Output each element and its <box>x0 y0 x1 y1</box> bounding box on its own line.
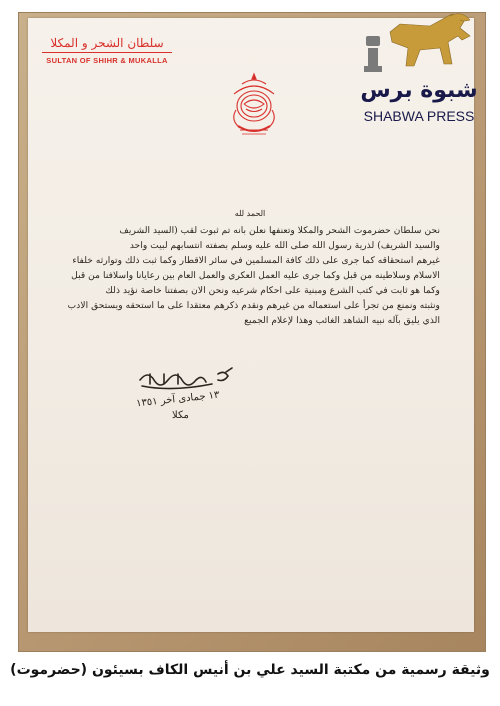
watermark-english: SHABWA PRESS <box>363 108 475 124</box>
shabwa-press-watermark <box>344 8 494 136</box>
letterhead-arabic: سلطان الشحر و المكلا <box>42 36 172 53</box>
letter-line-1: نحن سلطان حضرموت الشحر والمكلا وتعنفها نعلن بانه تم ثبوت لقب (السيد الشريف <box>119 225 440 236</box>
lion-logo-icon <box>360 8 484 78</box>
letter-line-6: ونثبته ونمنع من تجرأ على استعماله من غيرهم ونقدم ذكرهم معتقدا على ما استحقه ويستحق الادب <box>67 300 440 311</box>
letter-salutation: الحمد لله <box>234 209 266 218</box>
letter-line-2: والسيد الشريف) لذرية رسول الله صلى الله عليه وسلم بصفته انتسابهم لبيت واحد <box>129 240 440 251</box>
sultanate-seal-emblem <box>222 70 286 140</box>
document-caption: وثيقة رسمية من مكتبة السيد علي بن أنيس الكاف بسيئون (حضرموت) <box>10 662 490 678</box>
letterhead-english: SULTAN OF SHIHR & MUKALLA <box>46 56 168 65</box>
letter-line-3: غيرهم استحقاقه كما جرى على ذلك كافة المسلمين في سائر الاقطار وكما ثبت ذلك وتوارثه خلفاء <box>72 255 440 266</box>
signature-place: مكلا <box>172 410 189 421</box>
sultan-letterhead <box>42 36 172 65</box>
letter-line-7: الذي يليق بآله نبيه الشاهد الغائب وهذا لإعلام الجميع <box>244 315 440 326</box>
handwritten-letter-body <box>60 206 440 328</box>
letter-line-5: وكما هو ثابت في كتب الشرع ومبنية على احكام شرعيه ونحن الان بصفتنا خاصة نؤيد ذلك <box>105 285 440 296</box>
watermark-arabic: شبوة برس <box>360 78 478 103</box>
signature-date: ١٣ جمادى آخر ١٣٥١ <box>135 389 220 410</box>
letter-line-4: الاسلام وسلاطينه من قبل وكما جرى عليه العمل العكري والعمل العام بين رعايانا واسلافنا من قبل <box>71 270 440 281</box>
